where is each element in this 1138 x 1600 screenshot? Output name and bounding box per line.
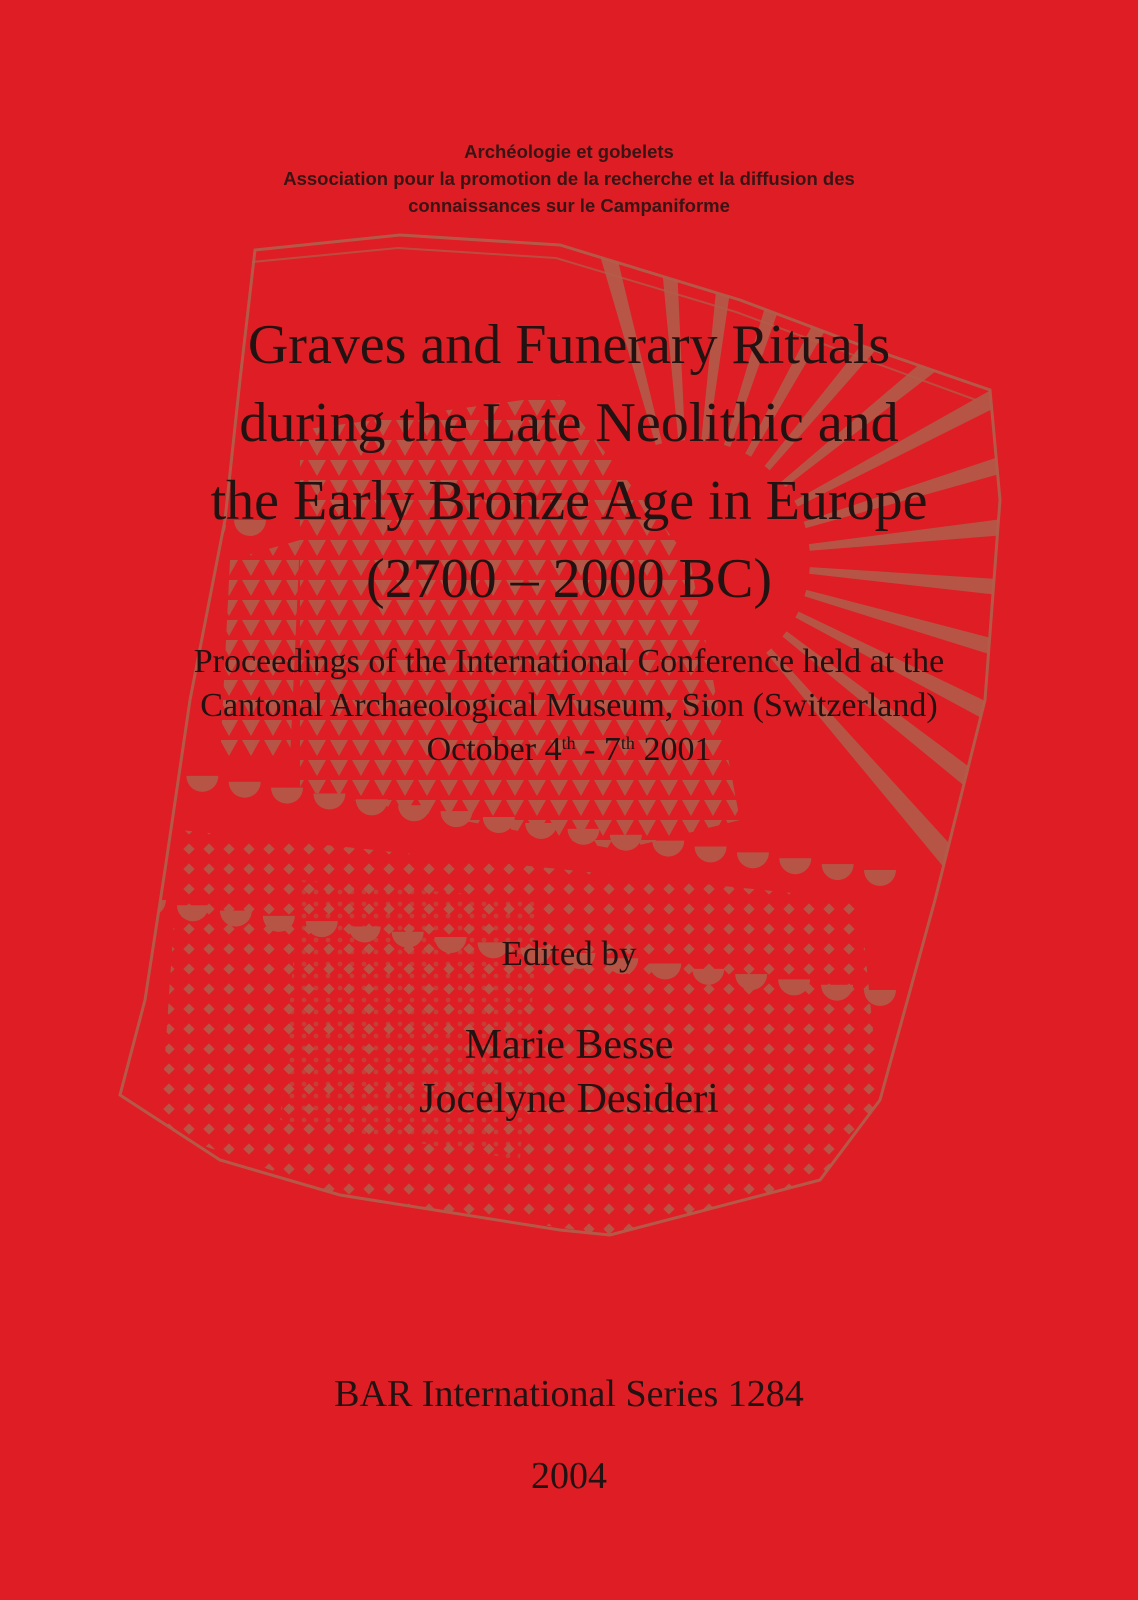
semicircle-mark <box>779 858 811 874</box>
editors-list <box>0 1018 1138 1126</box>
association-desc-line2: connaissances sur le Campaniforme <box>408 195 730 216</box>
semicircle-mark <box>313 794 345 810</box>
proceedings-subtitle <box>0 640 1138 772</box>
semicircle-mark <box>652 841 684 857</box>
book-title <box>0 306 1138 618</box>
proceedings-line-2: Cantonal Archaeological Museum, Sion (Switzerland) <box>200 687 938 724</box>
semicircle-mark <box>483 817 515 833</box>
editor-name: Jocelyne Desideri <box>419 1076 719 1122</box>
semicircle-mark <box>186 776 218 792</box>
title-line-1: Graves and Funerary Rituals <box>247 314 891 376</box>
title-line-4: (2700 – 2000 BC) <box>366 548 772 610</box>
semicircle-mark <box>695 846 727 862</box>
title-line-2: during the Late Neolithic and <box>239 392 899 454</box>
edited-by-label: Edited by <box>501 934 637 973</box>
semicircle-mark <box>440 811 472 827</box>
association-header <box>0 138 1138 219</box>
semicircle-mark <box>356 799 388 815</box>
semicircle-mark <box>822 864 854 880</box>
association-desc-line1: Association pour la promotion de la recherche et la diffusion des <box>283 168 855 189</box>
semicircle-mark <box>134 900 166 916</box>
series-label: BAR International Series 1284 <box>334 1373 804 1415</box>
semicircle-mark <box>864 870 896 886</box>
editor-name: Marie Besse <box>464 1022 674 1068</box>
publication-year: 2004 <box>531 1455 607 1497</box>
conference-date: October 4th - 7th 2001 <box>426 731 712 768</box>
semicircle-mark <box>271 788 303 804</box>
semicircle-mark <box>229 782 261 798</box>
association-name: Archéologie et gobelets <box>464 141 674 162</box>
title-line-3: the Early Bronze Age in Europe <box>210 470 928 532</box>
semicircle-mark <box>398 805 430 821</box>
semicircle-mark <box>737 852 769 868</box>
proceedings-line-1: Proceedings of the International Conference held at the <box>193 643 945 680</box>
semicircle-mark <box>144 770 176 786</box>
